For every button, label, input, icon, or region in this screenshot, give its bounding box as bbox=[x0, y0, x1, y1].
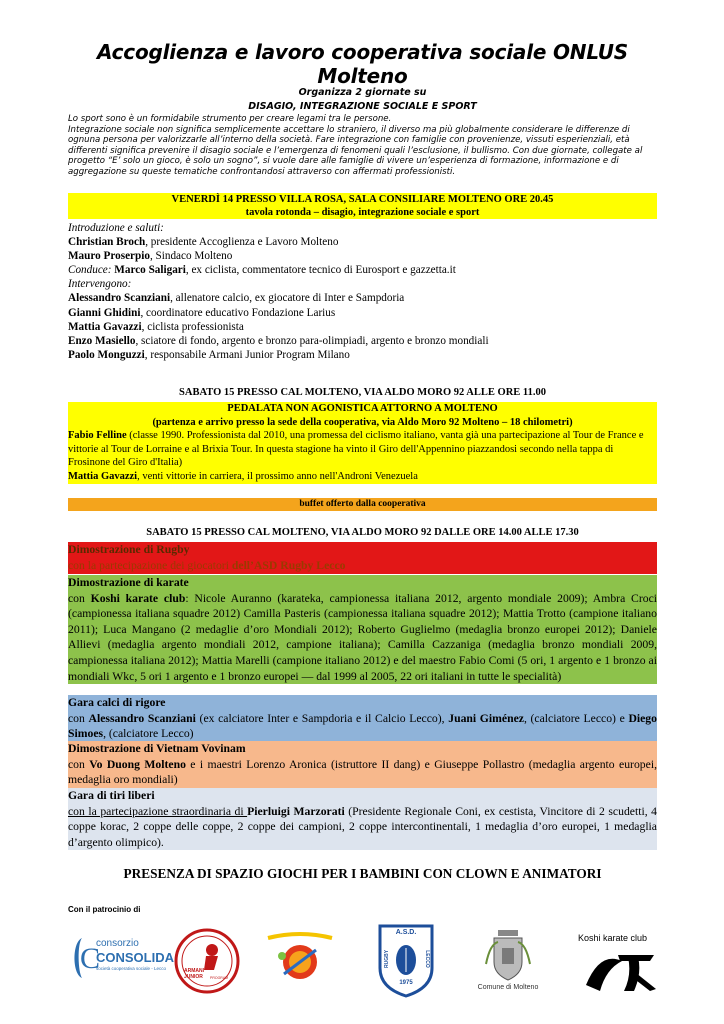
organizza-line: Organizza 2 giornate su bbox=[298, 87, 427, 98]
svg-text:C: C bbox=[80, 942, 101, 975]
rugby-title: Dimostrazione di Rugby bbox=[68, 543, 190, 556]
speaker-row bbox=[68, 334, 657, 348]
player-name: Diego Simoes bbox=[68, 711, 657, 741]
speaker-name: Enzo Masiello bbox=[68, 334, 136, 347]
patrocinio-label: Con il patrocinio di bbox=[68, 905, 141, 914]
speaker-name: Marco Saligari bbox=[114, 264, 186, 277]
sabato-pomeriggio-heading: SABATO 15 PRESSO CAL MOLTENO, VIA ALDO MORO 92 DALLE ORE 14.00 ALLE 17.30 bbox=[146, 527, 579, 538]
consolida-line-1: consorzio bbox=[96, 938, 139, 949]
page-title: Accoglienza e lavoro cooperativa sociale ONLUS Molteno bbox=[96, 40, 629, 88]
rugby-text bbox=[68, 558, 657, 574]
sport-event-icon bbox=[260, 928, 340, 988]
armani-junior-logo bbox=[174, 928, 240, 994]
rider-name: Fabio Felline bbox=[68, 430, 127, 442]
speaker-name: Mattia Gavazzi bbox=[68, 320, 142, 333]
speaker-role: , Sindaco Molteno bbox=[149, 250, 233, 263]
pedalata-box bbox=[68, 402, 657, 484]
rugby-club: dell’ASD Rugby Lecco bbox=[231, 558, 346, 572]
tiri-name: Pierluigi Marzorati bbox=[247, 804, 345, 818]
karate-box bbox=[68, 575, 657, 684]
venerdi-banner bbox=[68, 193, 657, 219]
venerdi-line-2: tavola rotonda – disagio, integrazione sociale e sport bbox=[245, 207, 480, 218]
rigori-text bbox=[68, 711, 657, 742]
tiri-details: (Presidente Regionale Coni, ex cestista, Vincitore di 2 scudetti, 4 coppe korac, 2 coppe delle coppe, 2 coppe dei campioni, 2 coppe intercontinentali, 1 medaglia d’oro europei, 1 medaglia d’argento olimpico). bbox=[68, 804, 657, 849]
rugby-logo-year: 1975 bbox=[399, 980, 413, 986]
intervengono-label: Intervengono: bbox=[68, 278, 132, 291]
speaker-name: Christian Broch bbox=[68, 236, 146, 249]
speaker-row bbox=[68, 249, 657, 263]
player-text: (ex calciatore Inter e Sampdoria e il Calcio Lecco), bbox=[195, 711, 449, 725]
rugby-box bbox=[68, 542, 657, 574]
intro-paragraph-1: Lo sport sono è un formidabile strumento per creare legami tra le persone. bbox=[68, 114, 392, 124]
speaker-role: , responsabile Armani Junior Program Milano bbox=[144, 348, 350, 361]
vovinam-con: con bbox=[68, 757, 90, 771]
speaker-row bbox=[68, 263, 657, 277]
intro-label: Introduzione e saluti: bbox=[68, 222, 164, 234]
intro-text bbox=[68, 114, 657, 178]
consolida-line-2: CONSOLIDA bbox=[96, 950, 174, 965]
sabato-mattina-heading: SABATO 15 PRESSO CAL MOLTENO, VIA ALDO MORO 92 ALLE ORE 11.00 bbox=[179, 387, 546, 398]
koshi-label: Koshi karate club bbox=[578, 933, 648, 943]
armani-badge-icon bbox=[174, 928, 240, 994]
tiri-box bbox=[68, 788, 657, 850]
speaker-role: , coordinatore educativo Fondazione Larius bbox=[140, 306, 336, 319]
rider-text: (classe 1990. Professionista dal 2010, una promessa del ciclismo italiano, vanta già una partecipazione al Tour de France e vittorie al Tour de Lorraine e al Brixia Tour. In questa stagione ha vinto il Giro dell'Appennino piazzandosi secondo nella tappa di Frosinone del Giro d'Italia) bbox=[68, 430, 644, 469]
rigori-con: con bbox=[68, 711, 89, 725]
koshi-brush-icon bbox=[580, 945, 660, 997]
rugby-logo-top: A.S.D. bbox=[395, 929, 417, 936]
tiri-title: Gara di tiri liberi bbox=[68, 789, 155, 802]
rider-name: Mattia Gavazzi bbox=[68, 470, 138, 482]
buffet-banner: buffet offerto dalla cooperativa bbox=[68, 498, 657, 511]
player-name: Juani Giménez bbox=[448, 711, 524, 725]
karate-title: Dimostrazione di karate bbox=[68, 576, 189, 589]
rugby-lecco-logo bbox=[376, 922, 436, 998]
player-text: , (calciatore Lecco) e bbox=[523, 711, 629, 725]
karate-details: : Nicole Auranno (karateka, campionessa italiana 2012, argento mondiale 2009); Ambra Croci (campionessa italiana squadre 2012) Camilla Pasteris (campionessa italiana squadre 2012); Mattia Trotto (campione italiano 2011); Luca Mangano (2 medaglie d’oro Mondiali 2012); Roberto Guglielmo (medaglia bronzo europei 2012); Daniele Allievi (medaglia argento mondiali 2012, campione italiana); Camilla Cazzaniga (medaglia bronzo mondiali 2009, campionessa italiana 2012); Mattia Marelli (campione italiano 2012) e del maestro Fabio Comi (5 ori, 1 argento e 1 bronzo ai mondiali Wkc, 5 ori 1 argento e 1 bronzo europei — dal 1999 al 2005, 22 ori italiani in tutte le specialità) bbox=[68, 591, 657, 683]
vovinam-text bbox=[68, 757, 657, 788]
tiri-under: con la partecipazione straordinaria di bbox=[68, 804, 248, 818]
karate-text bbox=[68, 591, 657, 685]
rigori-title: Gara calci di rigore bbox=[68, 696, 166, 709]
speaker-row bbox=[68, 235, 657, 249]
presenza-heading: PRESENZA DI SPAZIO GIOCHI PER I BAMBINI CON CLOWN E ANIMATORI bbox=[123, 866, 602, 881]
comune-crest-icon bbox=[468, 924, 548, 984]
speaker-name: Alessandro Scanziani bbox=[68, 292, 171, 305]
rigori-box bbox=[68, 695, 657, 742]
armani-line-1: ARMANI bbox=[184, 968, 204, 974]
rugby-logo-right: LECCO bbox=[423, 950, 430, 968]
venerdi-line-1: VENERDÌ 14 PRESSO VILLA ROSA, SALA CONSILIARE MOLTENO ORE 20.45 bbox=[171, 194, 554, 205]
speaker-role: , allenatore calcio, ex giocatore di Inter e Sampdoria bbox=[170, 292, 405, 305]
vovinam-details: e i maestri Lorenzo Aronica (istruttore II dang) e Giuseppe Pollastro (medaglia argento europei, medaglia oro mondiali) bbox=[68, 757, 657, 787]
vovinam-title: Dimostrazione di Vietnam Vovinam bbox=[68, 742, 246, 755]
rider-text: , venti vittorie in carriera, il prossimo anno nell'Androni Venezuela bbox=[137, 470, 418, 482]
pedalata-title: PEDALATA NON AGONISTICA ATTORNO A MOLTENO bbox=[227, 403, 498, 414]
comune-molteno-logo bbox=[468, 924, 548, 998]
rugby-text-a: con la partecipazione dei giocatori bbox=[68, 558, 232, 572]
tavola-rotonda-list bbox=[68, 221, 657, 362]
pedalata-mattia bbox=[68, 470, 657, 484]
karate-club: Koshi karate club bbox=[90, 591, 186, 605]
consolida-logo bbox=[68, 928, 174, 988]
speaker-role: , ex ciclista, commentatore tecnico di Eurosport e gazzetta.it bbox=[185, 264, 456, 277]
vovinam-club: Vo Duong Molteno bbox=[89, 757, 186, 771]
intro-paragraph-2: Integrazione sociale non significa semplicemente accettare lo straniero, il diverso ma più globalmente considerare le differenze di ognuna persona per valorizzarle all’interno della società. Fare integrazione con famiglie con provenienze, vissuti esperienziali, età differenti significa prevenire il disagio sociale e l’emergenza di fenomeni quali l’esclusione, il bullismo. Con due giornate, collegate al progetto “E’ solo un gioco, è solo un sogno”, si vuole dare alle famiglie di vivere un’esperienza di formazione, informazione e di aggregazione su queste tematiche confrontandosi attraverso con affermati professionisti. bbox=[68, 124, 643, 177]
karate-con: con bbox=[68, 591, 91, 605]
conduce-label: Conduce: bbox=[68, 264, 112, 277]
pedalata-subtitle: (partenza e arrivo presso la sede della cooperativa, via Aldo Moro 92 Molteno – 18 chilometri) bbox=[152, 416, 573, 428]
speaker-role: , sciatore di fondo, argento e bronzo para-olimpiadi, argento e bronzo mondiali bbox=[135, 334, 489, 347]
speaker-row bbox=[68, 306, 657, 320]
rugby-logo-left: RUGBY bbox=[384, 949, 391, 969]
koshi-logo bbox=[580, 945, 660, 997]
sport-event-logo bbox=[260, 928, 340, 988]
speaker-row bbox=[68, 348, 657, 362]
vovinam-box bbox=[68, 741, 657, 788]
speaker-name: Mauro Proserpio bbox=[68, 250, 150, 263]
speaker-row bbox=[68, 320, 657, 334]
player-text: , (calciatore Lecco) bbox=[103, 727, 194, 741]
speaker-role: , presidente Accoglienza e Lavoro Molteno bbox=[145, 236, 339, 249]
armani-line-3: PROGRAM bbox=[210, 976, 229, 980]
speaker-name: Gianni Ghidini bbox=[68, 306, 141, 319]
speaker-role: , ciclista professionista bbox=[141, 320, 244, 333]
player-name: Alessandro Scanziani bbox=[88, 711, 196, 725]
speaker-row bbox=[68, 291, 657, 305]
theme-line: DISAGIO, INTEGRAZIONE SOCIALE E SPORT bbox=[248, 101, 477, 112]
pedalata-fabio bbox=[68, 429, 657, 470]
armani-line-2: JUNIOR bbox=[184, 974, 203, 980]
consolida-line-3: società cooperativa sociale - Lecco bbox=[96, 966, 167, 971]
comune-label: Comune di Molteno bbox=[477, 984, 539, 991]
speaker-name: Paolo Monguzzi bbox=[68, 348, 145, 361]
tiri-text bbox=[68, 804, 657, 851]
